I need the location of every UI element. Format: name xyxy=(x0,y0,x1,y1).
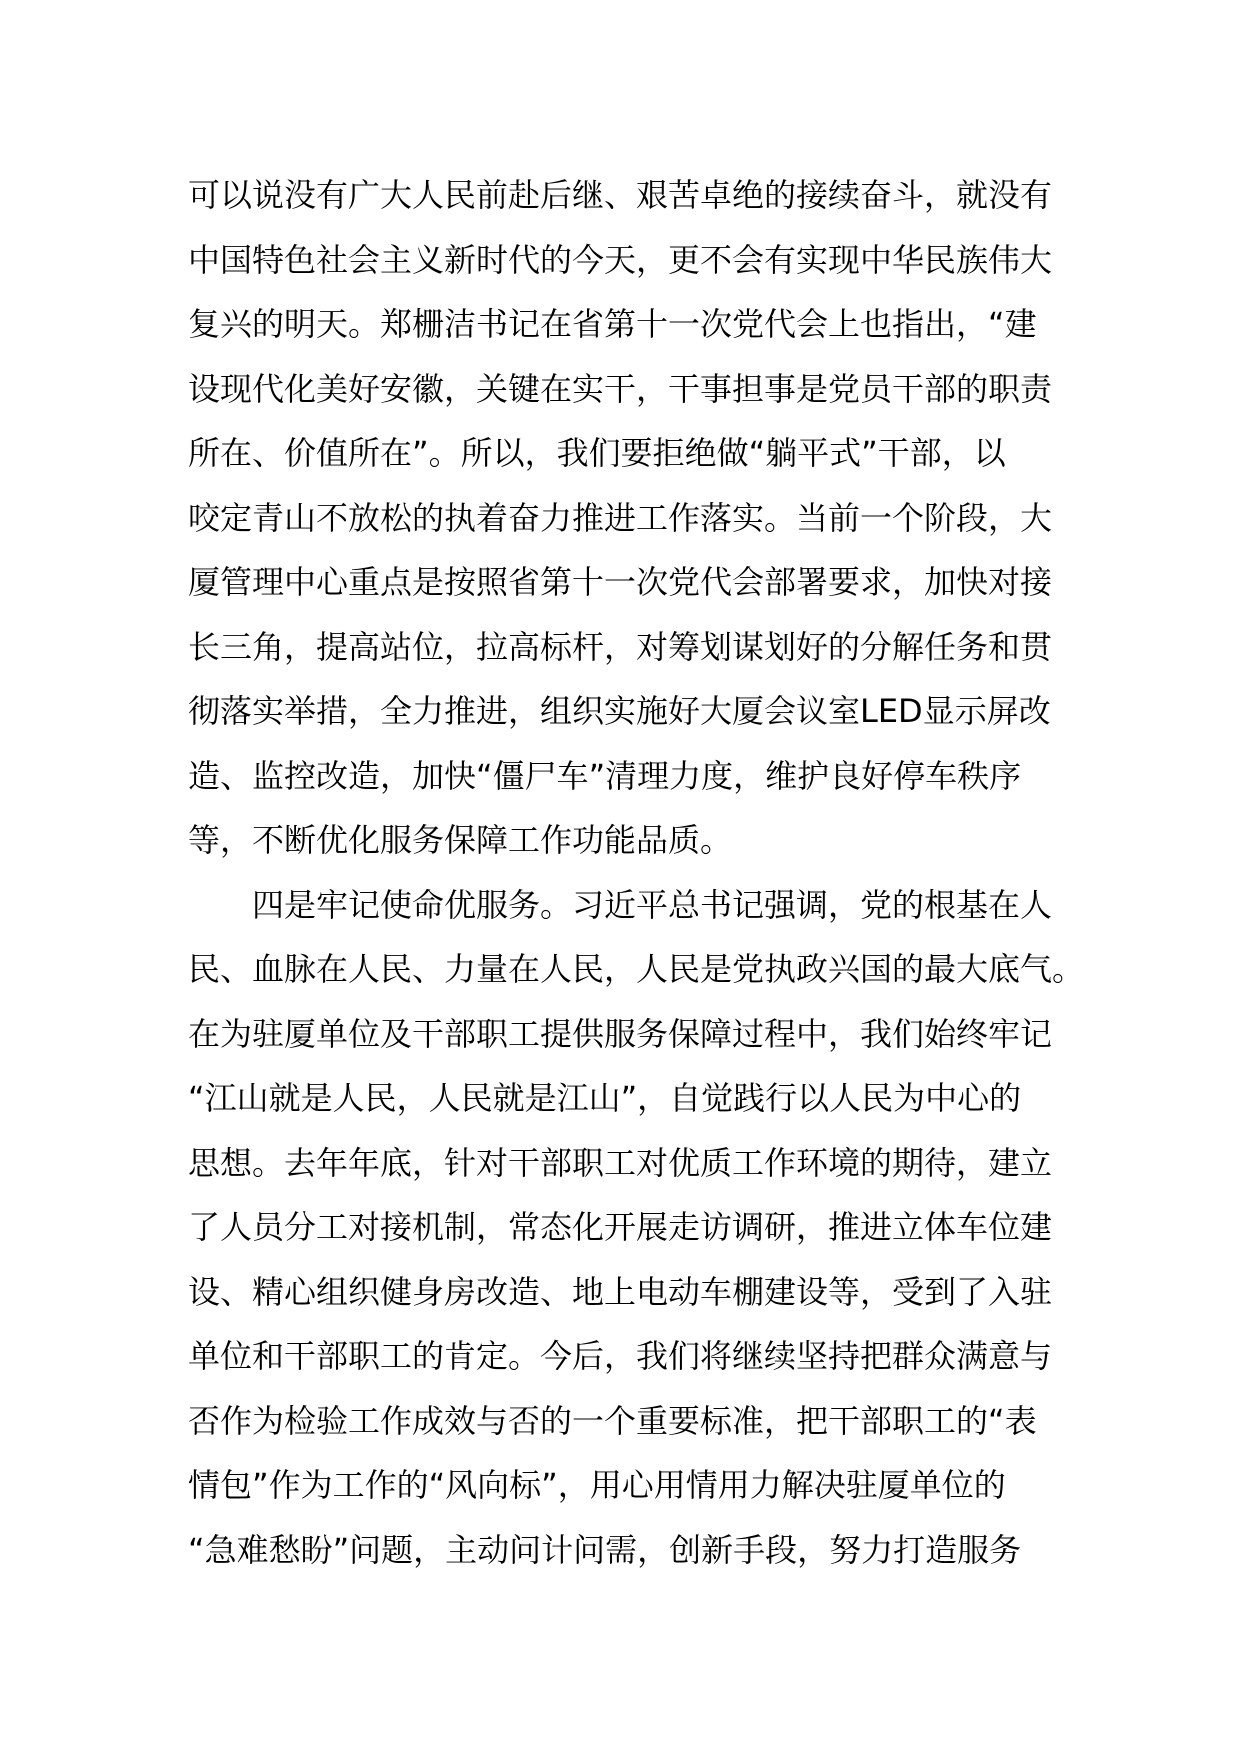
text-line: 中国特色社会主义新时代的今天，更不会有实现中华民族伟大 xyxy=(188,240,1053,279)
text-line: 彻落实举措，全力推进，组织实施好大厦会议室LED显示屏改 xyxy=(188,692,1051,730)
text-line: “急难愁盼”问题，主动问计问需，创新手段，努力打造服务 xyxy=(188,1530,1022,1569)
text-line: 设现代化美好安徽，关键在实干，干事担事是党员干部的职责 xyxy=(188,369,1053,408)
text-line: 情包”作为工作的“风向标”，用心用情用力解决驻厦单位的 xyxy=(188,1466,1006,1504)
text-line: 等，不断优化服务保障工作功能品质。 xyxy=(188,821,733,859)
paragraph-start-line: 四是牢记使命优服务。习近平总书记强调，党的根基在人 xyxy=(252,885,1053,924)
text-line: 可以说没有广大人民前赴后继、艰苦卓绝的接续奋斗，就没有 xyxy=(188,176,1053,214)
text-line: 复兴的明天。郑栅洁书记在省第十一次党代会上也指出，“建 xyxy=(188,305,1037,343)
text-line: 在为驻厦单位及干部职工提供服务保障过程中，我们始终牢记 xyxy=(188,1014,1053,1053)
text-line: 设、精心组织健身房改造、地上电动车棚建设等，受到了入驻 xyxy=(188,1272,1053,1311)
text-line: 造、监控改造，加快“僵尸车”清理力度，维护良好停车秩序 xyxy=(188,756,1022,795)
document-body xyxy=(188,163,1088,1582)
text-line: 单位和干部职工的肯定。今后，我们将继续坚持把群众满意与 xyxy=(188,1337,1053,1375)
text-line: 咬定青山不放松的执着奋力推进工作落实。当前一个阶段，大 xyxy=(188,498,1053,537)
text-line: 所在、价值所在”。所以，我们要拒绝做“躺平式”干部，以 xyxy=(188,434,1006,472)
text-line: 思想。去年年底，针对干部职工对优质工作环境的期待，建立 xyxy=(188,1143,1053,1182)
text-line: 民、血脉在人民、力量在人民，人民是党执政兴国的最大底气。 xyxy=(188,950,1085,988)
text-line: 了人员分工对接机制，常态化开展走访调研，推进立体车位建 xyxy=(188,1208,1053,1246)
text-line: 否作为检验工作成效与否的一个重要标准，把干部职工的“表 xyxy=(188,1401,1037,1440)
text-line: 长三角，提高站位，拉高标杆，对筹划谋划好的分解任务和贯 xyxy=(188,627,1053,666)
text-line: 厦管理中心重点是按照省第十一次党代会部署要求，加快对接 xyxy=(188,563,1053,601)
text-line: “江山就是人民，人民就是江山”，自觉践行以人民为中心的 xyxy=(188,1079,1022,1117)
